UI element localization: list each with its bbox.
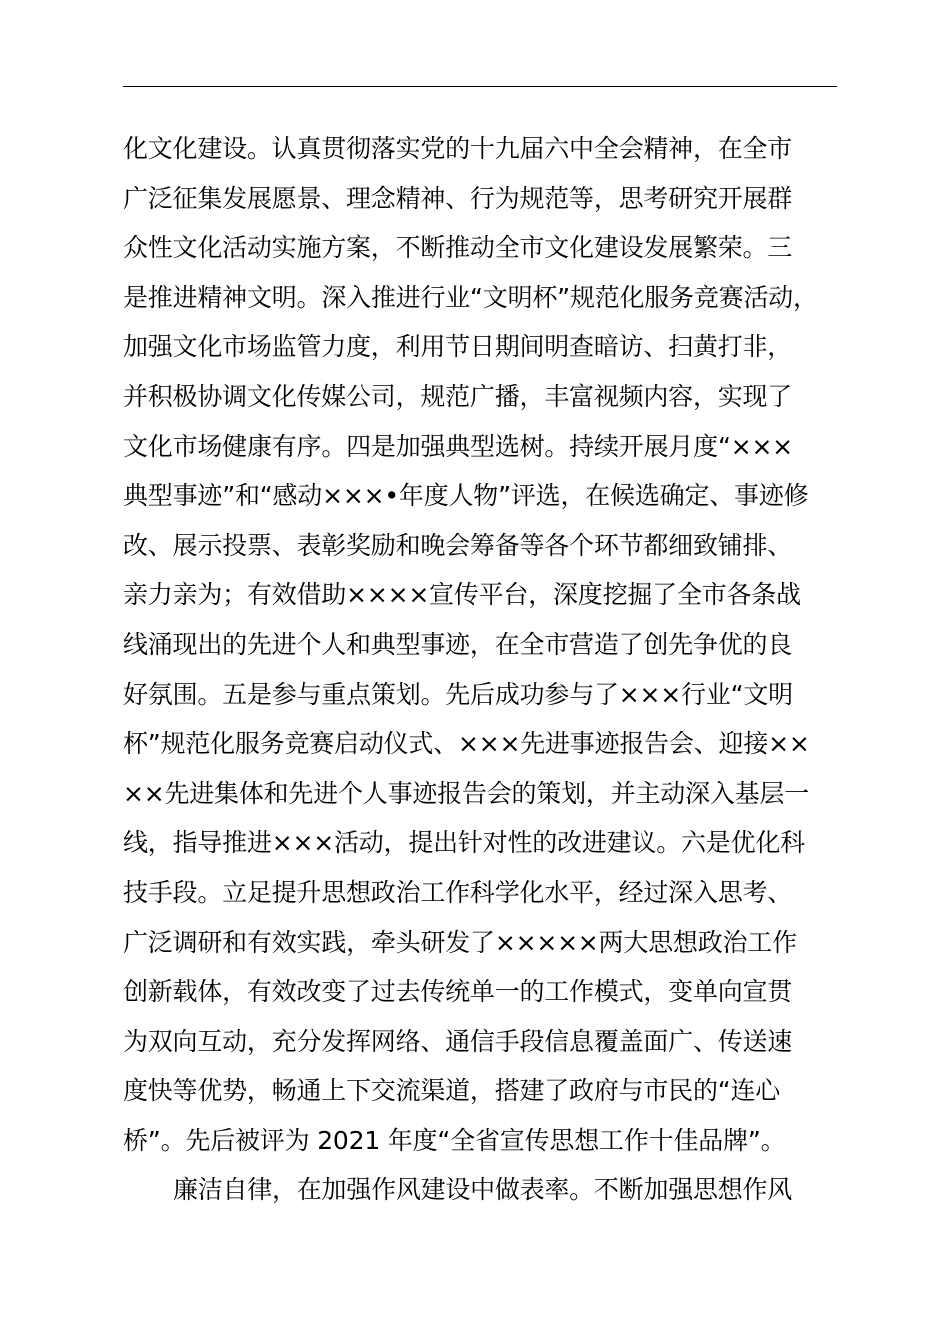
text-line: 好氛围。五是参与重点策划。先后成功参与了×××行业“文明 xyxy=(123,679,793,709)
paragraph-first-line: 廉洁自律，在加强作风建设中做表率。不断加强思想作风 xyxy=(173,1175,793,1205)
text-line: 亲力亲为；有效借助××××宣传平台，深度挖掘了全市各条战 xyxy=(123,580,801,610)
text-line: 改、展示投票、表彰奖励和晚会筹备等各个环节都细致铺排、 xyxy=(123,530,793,560)
text-line: 杯”规范化服务竞赛启动仪式、×××先进事迹报告会、迎接×× xyxy=(123,729,810,759)
text-line: 为双向互动，充分发挥网络、通信手段信息覆盖面广、传送速 xyxy=(123,1026,793,1056)
text-line: 线涌现出的先进个人和典型事迹，在全市营造了创先争优的良 xyxy=(123,629,793,659)
text-line: 桥”。先后被评为 2021 年度“全省宣传思想工作十佳品牌”。 xyxy=(123,1125,786,1155)
text-line: 广泛调研和有效实践，牵头研发了×××××两大思想政治工作 xyxy=(123,927,797,957)
text-line: ××先进集体和先进个人事迹报告会的策划，并主动深入基层一 xyxy=(123,778,810,808)
text-line: 文化市场健康有序。四是加强典型选树。持续开展月度“××× xyxy=(123,431,793,461)
text-line: 线，指导推进×××活动，提出针对性的改进建议。六是优化科 xyxy=(123,828,805,858)
paragraph-next xyxy=(123,1165,843,1215)
text-line: 化文化建设。认真贯彻落实党的十九届六中全会精神，在全市 xyxy=(123,134,793,163)
page-body xyxy=(123,124,843,1215)
text-line: 广泛征集发展愿景、理念精神、行为规范等，思考研究开展群 xyxy=(123,183,793,213)
text-line: 度快等优势，畅通上下交流渠道，搭建了政府与市民的“连心 xyxy=(123,1076,781,1106)
text-line: 并积极协调文化传媒公司，规范广播，丰富视频内容，实现了 xyxy=(123,381,793,411)
text-line: 技手段。立足提升思想政治工作科学化水平，经过深入思考、 xyxy=(123,877,793,907)
text-line: 加强文化市场监管力度，利用节日期间明查暗访、扫黄打非， xyxy=(123,332,793,362)
text-line: 典型事迹”和“感动×××•年度人物”评选，在候选确定、事迹修 xyxy=(123,481,809,511)
paragraph-continued xyxy=(123,124,843,1165)
text-line: 创新载体，有效改变了过去传统单一的工作模式，变单向宣贯 xyxy=(123,977,793,1007)
text-line: 是推进精神文明。深入推进行业“文明杯”规范化服务竞赛活动， xyxy=(123,282,818,312)
text-line: 众性文化活动实施方案，不断推动全市文化建设发展繁荣。三 xyxy=(123,233,793,263)
header-rule xyxy=(123,86,837,87)
